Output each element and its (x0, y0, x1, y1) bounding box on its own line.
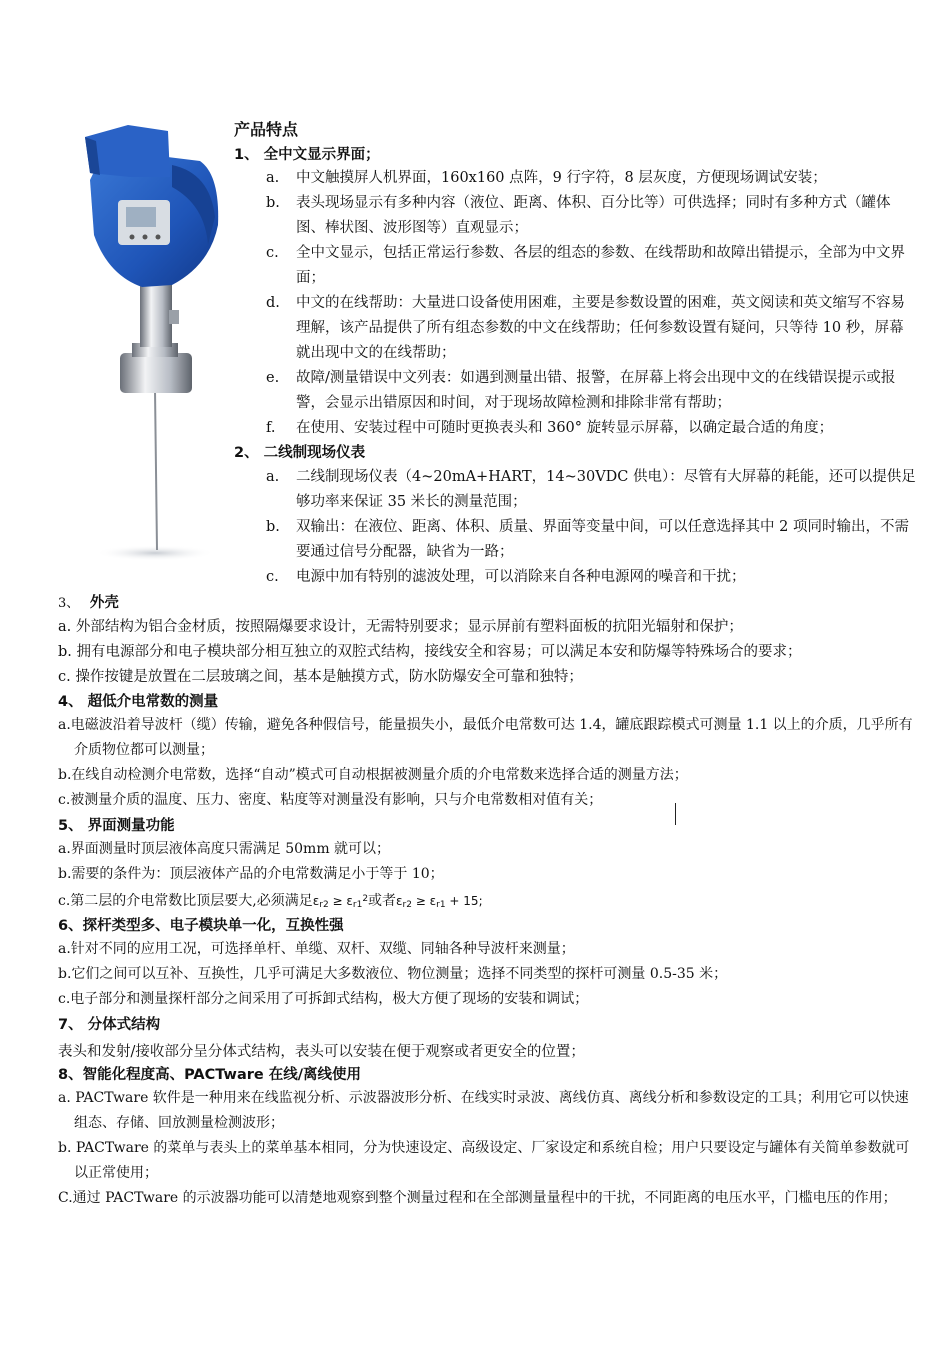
list-item: a. 外部结构为铝合金材质，按照隔爆要求设计，无需特别要求；显示屏前有塑料面板的抗阳光辐射和保护； (58, 619, 743, 635)
item-text: 电源中加有特别的滤波处理，可以消除来自各种电源网的噪音和干扰； (296, 569, 746, 585)
item-text: 在使用、安装过程中可随时更换表头和 360° 旋转显示屏幕，以确定最合适的角度； (296, 420, 834, 436)
section-7-heading: 7、 分体式结构 (58, 1017, 161, 1033)
product-image (60, 125, 240, 570)
section-2-heading: 2、 二线制现场仪表 (234, 445, 366, 461)
list-item: b. 拥有电源部分和电子模块部分相互独立的双腔式结构，接线安全和容易；可以满足本安和防爆等特殊场合的要求； (58, 644, 802, 660)
section-4-list (58, 713, 920, 813)
section-6-heading: 6、探杆类型多、电子模块单一化，互换性强 (58, 918, 344, 934)
item-text: 中文的在线帮助：大量进口设备使用困难，主要是参数设置的困难，英文阅读和英文缩写不容易理解，该产品提供了所有组态参数的中文在线帮助；任何参数设置有疑问，只等待 10 秒，屏幕就出现中文的在线帮助； (296, 295, 905, 361)
list-item: a.针对不同的应用工况，可选择单杆、单缆、双杆、双缆、同轴各种导波杆来测量； (58, 941, 575, 957)
section-3-heading (58, 591, 119, 612)
list-item (266, 291, 918, 366)
section-1-list (266, 166, 918, 441)
item-label: c. (266, 245, 279, 261)
formula-2: $\varepsilon_{r2} \ge \varepsilon_{r1} + 15$; (396, 894, 483, 910)
item-text: 双输出：在液位、距离、体积、质量、界面等变量中间，可以任意选择其中 2 项同时输出，不需要通过信号分配器，缺省为一路； (296, 519, 909, 560)
section-5-heading: 5、 界面测量功能 (58, 818, 175, 834)
item-label: f. (266, 420, 276, 436)
item-text: 全中文显示，包括正常运行参数、各层的组态的参数、在线帮助和故障出错提示，全部为中文界面； (296, 245, 905, 286)
section-8-list (58, 1086, 920, 1211)
item-text: 表头现场显示有多种内容（液位、距离、体积、百分比等）可供选择；同时有多种方式（罐体图、棒状图、波形图等）直观显示； (296, 195, 891, 236)
item-text: 二线制现场仪表（4~20mA+HART，14~30VDC 供电）：尽管有大屏幕的耗能，还可以提供足够功率来保证 35 米长的测量范围； (296, 469, 916, 510)
list-item: b. PACTware 的菜单与表头上的菜单基本相同，分为快速设定、高级设定、厂家设定和系统自检；用户只要设定与罐体有关简单参数就可以正常使用； (58, 1140, 910, 1181)
list-item (266, 416, 918, 441)
section-3-title: 外壳 (89, 595, 119, 611)
item-label: d. (266, 295, 280, 311)
section-3-number: 3、 (58, 596, 80, 611)
list-item: c.电子部分和测量探杆部分之间采用了可拆卸式结构，极大方便了现场的安装和调试； (58, 991, 589, 1007)
page-title: 产品特点 (234, 120, 299, 139)
list-item: c. 操作按键是放置在二层玻璃之间，基本是触摸方式，防水防爆安全可靠和独特； (58, 669, 583, 685)
item-label: b. (266, 195, 280, 211)
list-item (266, 465, 918, 515)
section-3-list (58, 615, 928, 690)
section-2-list (266, 465, 918, 590)
formula: $\varepsilon_{r2} \ge \varepsilon_{r1}^2$ (312, 894, 369, 910)
list-item (266, 241, 918, 291)
list-item: a. PACTware 软件是一种用来在线监视分析、示波器波形分析、在线实时录波、离线仿真、离线分析和参数设定的工具；利用它可以快速组态、存储、回放测量检测波形； (58, 1090, 909, 1131)
item-label: b. (266, 519, 280, 535)
list-item: c.第二层的介电常数比顶层要大,必须满足$\varepsilon_{r2} \ge \varepsilon_{r1}^2$或者$\varepsilon_{r2} \ge \varepsilon_{r1} + 15$; (58, 893, 483, 910)
text-cursor (675, 803, 676, 825)
list-item (266, 166, 918, 191)
item-label: a. (266, 469, 280, 485)
item-label: c. (266, 569, 279, 585)
list-item (266, 565, 918, 590)
section-4-heading: 4、 超低介电常数的测量 (58, 694, 219, 710)
list-item: a.电磁波沿着导波杆（缆）传输，避免各种假信号，能量损失小，最低介电常数可达 1.4，罐底跟踪模式可测量 1.1 以上的介质，几乎所有介质物位都可以测量； (58, 717, 913, 758)
list-item (266, 366, 918, 416)
list-item: b.在线自动检测介电常数，选择“自动”模式可自动根据被测量介质的介电常数来选择合适的测量方法； (58, 767, 688, 783)
item-text: 中文触摸屏人机界面，160x160 点阵，9 行字符，8 层灰度，方便现场调试安装； (296, 170, 827, 186)
item-label: a. (266, 170, 280, 186)
section-5-list (58, 837, 920, 918)
list-item: a.界面测量时顶层液体高度只需满足 50mm 就可以； (58, 841, 391, 857)
formula-prefix: c.第二层的介电常数比顶层要大,必须满足 (58, 893, 313, 909)
list-item: b.它们之间可以互补、互换性，几乎可满足大多数液位、物位测量；选择不同类型的探杆可测量 0.5-35 米； (58, 966, 728, 982)
list-item: b.需要的条件为：顶层液体产品的介电常数满足小于等于 10； (58, 866, 444, 882)
list-item: C.通过 PACTware 的示波器功能可以清楚地观察到整个测量过程和在全部测量量程中的干扰，不同距离的电压水平，门槛电压的作用； (58, 1190, 897, 1206)
list-item: c.被测量介质的温度、压力、密度、粘度等对测量没有影响，只与介电常数相对值有关； (58, 792, 603, 808)
section-8-heading: 8、智能化程度高、PACTware 在线/离线使用 (58, 1067, 362, 1083)
item-text: 故障/测量错误中文列表：如遇到测量出错、报警，在屏幕上将会出现中文的在线错误提示或报警，会显示出错原因和时间，对于现场故障检测和排除非常有帮助； (296, 370, 896, 411)
section-1-heading: 1、 全中文显示界面； (234, 147, 380, 163)
section-6-list (58, 937, 928, 1012)
section-7-text: 表头和发射/接收部分呈分体式结构，表头可以安装在便于观察或者更安全的位置； (58, 1044, 585, 1060)
item-label: e. (266, 370, 280, 386)
list-item (266, 191, 918, 241)
list-item (266, 515, 918, 565)
